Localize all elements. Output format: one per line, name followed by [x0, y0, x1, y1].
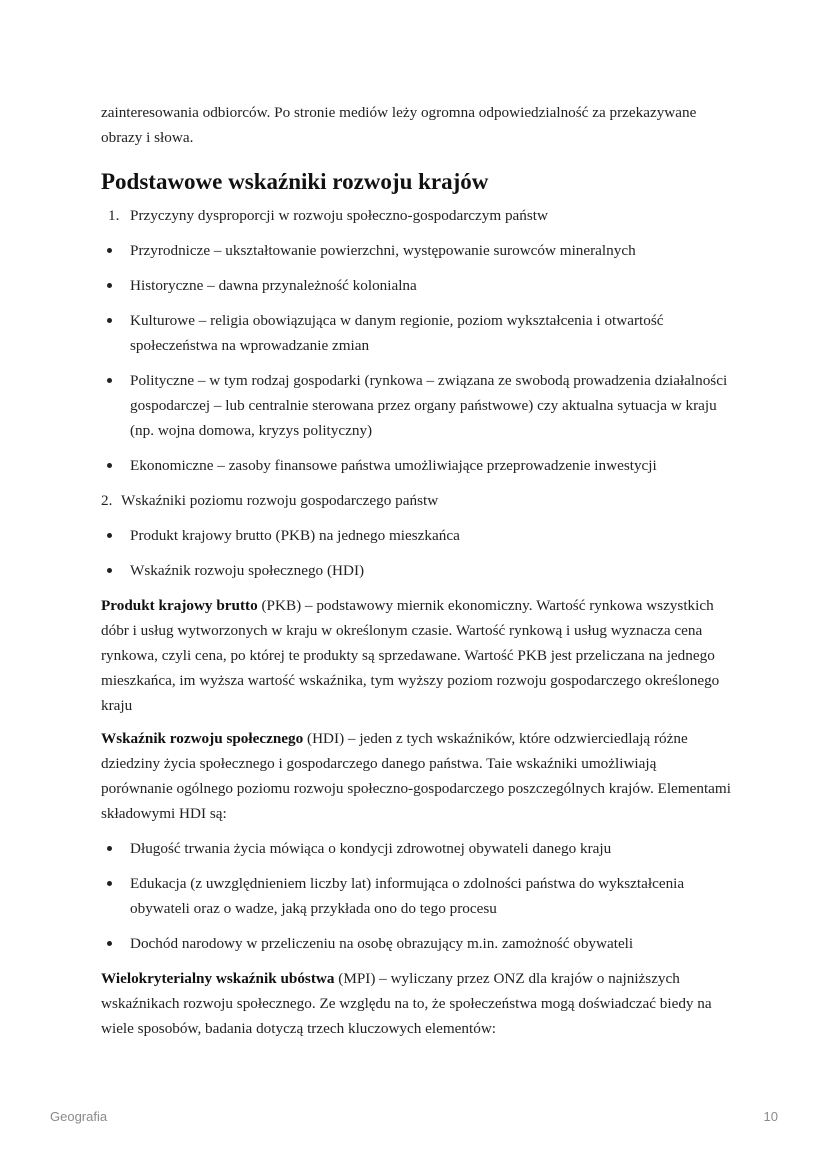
list-item: Długość trwania życia mówiąca o kondycji zdrowotnej obywateli danego kraju	[101, 836, 731, 861]
list-item: Edukacja (z uwzględnieniem liczby lat) informująca o zdolności państwa do wykształcenia obywateli oraz o wadze, jaką przykłada ono do tego procesu	[101, 871, 731, 921]
indicators-list	[101, 523, 731, 583]
list-item: Dochód narodowy w przeliczeniu na osobę obrazujący m.in. zamożność obywateli	[101, 931, 731, 956]
list-item: Przyrodnicze – ukształtowanie powierzchni, występowanie surowców mineralnych	[101, 238, 731, 263]
pkb-paragraph: Produkt krajowy brutto (PKB) – podstawowy miernik ekonomiczny. Wartość rynkowa wszystkich dóbr i usług wytworzonych w kraju w określonym czasie. Wartość rynkową i usług wyznacza cena rynkowa, czyli cena, po której te produkty są sprzedawane. Wartość PKB jest przeliczana na jednego mieszkańca, im wyższa wartość wskaźnika, tym wyższy poziom rozwoju gospodarczego określonego kraju	[101, 597, 720, 714]
bullet-icon	[107, 568, 112, 573]
numbered-item-title: Przyczyny dysproporcji w rozwoju społeczno-gospodarczym państw	[130, 207, 548, 224]
item-number: 1.	[108, 207, 120, 224]
page-number: 10	[763, 1109, 778, 1124]
section-heading: Podstawowe wskaźniki rozwoju krajów	[101, 169, 489, 194]
pkb-term: Produkt krajowy brutto	[101, 597, 258, 614]
document-page	[101, 100, 731, 1049]
hdi-paragraph: Wskaźnik rozwoju społecznego (HDI) – jeden z tych wskaźników, które odzwierciedlają różne dziedziny życia społecznego i gospodarczego danego państwa. Taie wskaźniki umożliwiają porównanie ogólnego poziomu rozwoju społeczno-gospodarczego poszczególnych krajów. Elementami składowymi HDI są:	[101, 730, 731, 822]
numbered-item-2	[101, 488, 731, 513]
list-item: Wskaźnik rozwoju społecznego (HDI)	[101, 558, 731, 583]
bullet-icon	[107, 283, 112, 288]
list-item: Kulturowe – religia obowiązująca w danym regionie, poziom wykształcenia i otwartość społeczeństwa na wprowadzanie zmian	[101, 308, 731, 358]
mpi-term: Wielokryterialny wskaźnik ubóstwa	[101, 970, 335, 987]
mpi-paragraph: Wielokryterialny wskaźnik ubóstwa (MPI) – wyliczany przez ONZ dla krajów o najniższych wskaźnikach rozwoju społecznego. Ze względu na to, że społeczeństwa mogą doświadczać biedy na wiele sposobów, badania dotyczą trzech kluczowych elementów:	[101, 970, 712, 1037]
bullet-icon	[107, 248, 112, 253]
hdi-components-list	[101, 836, 731, 956]
bullet-icon	[107, 881, 112, 886]
bullet-icon	[107, 378, 112, 383]
bullet-icon	[107, 941, 112, 946]
hdi-term: Wskaźnik rozwoju społecznego	[101, 730, 304, 747]
list-item: Polityczne – w tym rodzaj gospodarki (rynkowa – związana ze swobodą prowadzenia działalności gospodarczej – lub centralnie sterowana przez organy państwowe) czy aktualna sytuacja w kraju (np. wojna domowa, kryzys polityczny)	[101, 368, 731, 443]
list-item: Ekonomiczne – zasoby finansowe państwa umożliwiające przeprowadzenie inwestycji	[101, 453, 731, 478]
footer-subject: Geografia	[50, 1109, 108, 1124]
intro-paragraph: zainteresowania odbiorców. Po stronie mediów leży ogromna odpowiedzialność za przekazywane obrazy i słowa.	[101, 104, 697, 146]
causes-list	[101, 238, 731, 478]
bullet-icon	[107, 318, 112, 323]
item-number: 2.	[101, 492, 113, 509]
bullet-icon	[107, 533, 112, 538]
bullet-icon	[107, 846, 112, 851]
bullet-icon	[107, 463, 112, 468]
numbered-item-1	[101, 203, 731, 228]
list-item: Historyczne – dawna przynależność kolonialna	[101, 273, 731, 298]
numbered-item-title: Wskaźniki poziomu rozwoju gospodarczego państw	[121, 492, 439, 509]
list-item: Produkt krajowy brutto (PKB) na jednego mieszkańca	[101, 523, 731, 548]
